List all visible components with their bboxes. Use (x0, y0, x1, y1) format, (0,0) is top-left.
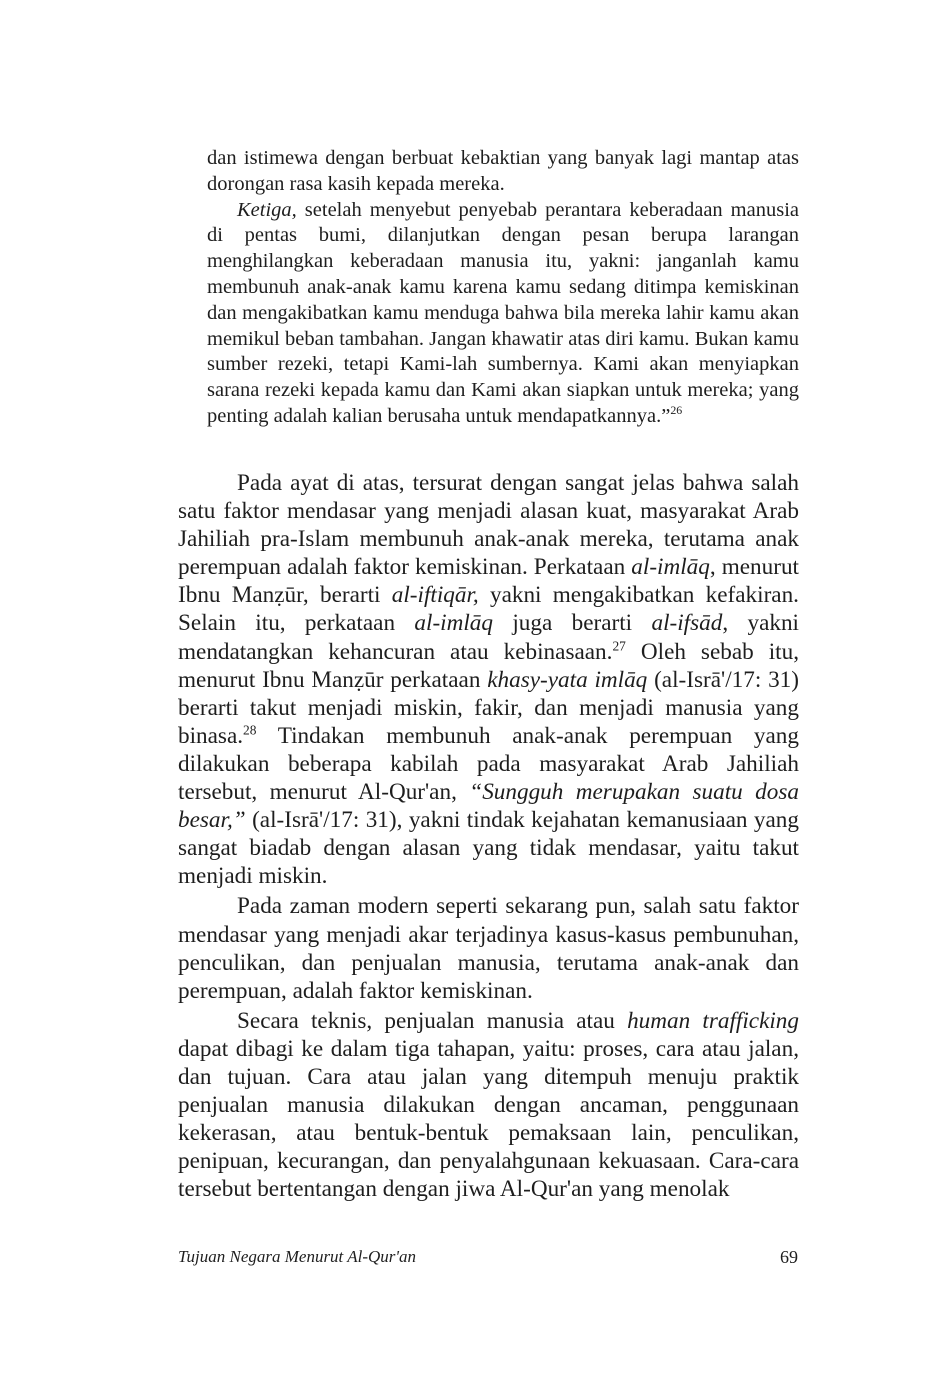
italic-term: al-ifsād (651, 610, 723, 637)
italic-term: human trafficking (627, 1007, 799, 1034)
main-text (178, 469, 799, 1203)
block-quote (207, 146, 799, 430)
text: Tindakan membunuh anak-anak perempuan yang dilakukan beberapa kabilah pada masyarakat Arab Jahiliah tersebut, menurut Al-Qur'an, (178, 722, 799, 806)
body-paragraph-2: Pada zaman modern seperti sekarang pun, salah satu faktor mendasar yang menjadi akar terjadinya kasus-kasus pembunuhan, penculikan, dan penjualan manusia, terutama anak-anak dan perempuan, adalah faktor kemiskinan. (178, 893, 799, 1004)
italic-term: al-iftiqār, (391, 582, 479, 609)
running-footer-title: Tujuan Negara Menurut Al-Qur'an (178, 1247, 417, 1266)
footnote-ref-26: 26 (670, 403, 683, 418)
quote-paragraph-2 (207, 198, 799, 430)
body-paragraph-1 (178, 469, 799, 890)
text: (al-Isrā'/17: 31) berarti takut menjadi miskin, fakir, dan menjadi manusia yang binasa. (178, 666, 799, 749)
quote-paragraph-1: dan istimewa dengan berbuat kebaktian yang banyak lagi mantap atas dorongan rasa kasih kepada mereka. (207, 147, 799, 195)
italic-term: al-imlāq (414, 610, 493, 637)
text: juga berarti (492, 610, 652, 637)
text: Oleh sebab itu, menurut Ibnu Manẓūr perkataan (178, 638, 799, 693)
quote-text: setelah menyebut penyebab perantara keberadaan manusia di pentas bumi, dilanjutkan dengan pesan berupa larangan menghilangkan keberadaan manusia itu, yakni: janganlah kamu membunuh anak-anak kamu karena kamu sedang ditimpa kemiskinan dan mengakibatkan kamu menduga bahwa bila mereka lahir kamu akan memikul beban tambahan. Jangan khawatir atas diri kamu. Bukan kamu sumber rezeki, tetapi Kami-lah sumbernya. Kami akan menyiapkan sarana rezeki kepada kamu dan Kami akan siapkan untuk mereka; yang penting adalah kalian berusaha untuk mendapatkannya.” (207, 198, 799, 427)
body-paragraph-3 (178, 1007, 799, 1204)
footnote-ref-27: 27 (612, 637, 626, 653)
text: dapat dibagi ke dalam tiga tahapan, yaitu: proses, cara atau jalan, dan tujuan. Cara atau jalan yang ditempuh menuju praktik penjualan manusia dilakukan dengan ancaman, penggunaan kekerasan, atau bentuk-bentuk pemaksaan lain, penculikan, penipuan, kecurangan, dan penyalahgunaan kekuasaan. Cara-cara tersebut bertentangan dengan jiwa Al-Qur'an yang menolak (178, 1035, 799, 1203)
text: (al-Isrā'/17: 31), yakni tindak kejahatan kemanusiaan yang sangat biadab dengan alasan yang tidak mendasar, yaitu takut menjadi miskin. (178, 807, 799, 890)
italic-quote: “Sungguh merupakan suatu dosa besar,” (178, 779, 799, 834)
italic-term: khasy-yata imlāq (487, 666, 648, 693)
text: , yakni mendatangkan kehancuran atau kebinasaan. (178, 610, 799, 665)
text: , menurut Ibnu Manẓūr, berarti (178, 554, 799, 609)
italic-term: al-imlāq (631, 554, 710, 581)
page-number: 69 (780, 1247, 798, 1267)
footnote-ref-28: 28 (243, 722, 257, 738)
text: Secara teknis, penjualan manusia atau (237, 1007, 628, 1034)
quote-lead-italic: Ketiga, (237, 198, 297, 221)
text: Pada ayat di atas, tersurat dengan sangat jelas bahwa salah satu faktor mendasar yang menjadi alasan kuat, masyarakat Arab Jahiliah pra-Islam membunuh anak-anak mereka, terutama anak perempuan adalah faktor kemiskinan. Perkataan (178, 470, 799, 581)
text: yakni mengakibatkan kefakiran. Selain itu, perkataan (178, 582, 799, 637)
